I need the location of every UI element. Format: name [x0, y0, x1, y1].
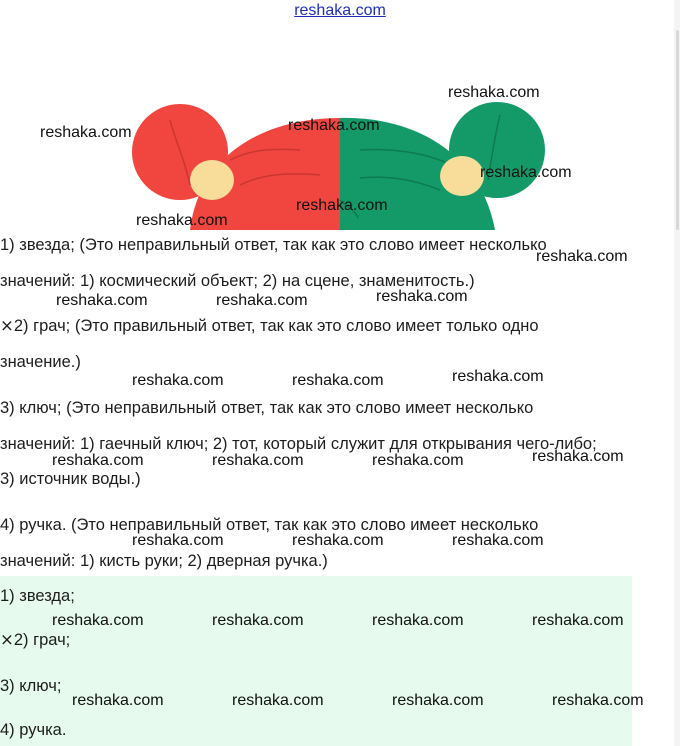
option-2: ⨯2) грач; [0, 631, 71, 649]
watermark: reshaka.com [292, 372, 384, 389]
watermark: reshaka.com [132, 532, 224, 549]
watermark: reshaka.com [212, 612, 304, 629]
watermark: reshaka.com [296, 197, 388, 214]
watermark: reshaka.com [212, 452, 304, 469]
site-title-link[interactable]: reshaka.com [294, 2, 386, 19]
answer-2-line-1: ⨯2) грач; (Это правильный ответ, так как это слово имеет только одно [0, 317, 539, 335]
watermark: reshaka.com [52, 452, 144, 469]
red-cuff [190, 160, 234, 200]
watermark: reshaka.com [448, 84, 540, 101]
watermark: reshaka.com [532, 612, 624, 629]
watermark: reshaka.com [532, 448, 624, 465]
option-3: 3) ключ; [0, 677, 62, 695]
watermark: reshaka.com [56, 292, 148, 309]
watermark: reshaka.com [536, 248, 628, 265]
answer-1-line-1: 1) звезда; (Это неправильный ответ, так как это слово имеет несколько [0, 236, 547, 254]
watermark: reshaka.com [72, 692, 164, 709]
watermark: reshaka.com [132, 372, 224, 389]
watermark: reshaka.com [292, 532, 384, 549]
watermark: reshaka.com [216, 292, 308, 309]
answer-4-line-2: значений: 1) кисть руки; 2) дверная ручка.) [0, 552, 328, 570]
watermark: reshaka.com [40, 124, 132, 141]
watermark: reshaka.com [288, 117, 380, 134]
watermark: reshaka.com [552, 692, 644, 709]
watermark: reshaka.com [480, 164, 572, 181]
watermark: reshaka.com [392, 692, 484, 709]
green-cuff [440, 156, 484, 196]
watermark: reshaka.com [372, 612, 464, 629]
watermark: reshaka.com [452, 368, 544, 385]
answer-1-line-2: значений: 1) космический объект; 2) на сцене, знаменитость.) [0, 272, 475, 290]
watermark: reshaka.com [232, 692, 324, 709]
option-4: 4) ручка. [0, 721, 67, 739]
watermark: reshaka.com [376, 288, 468, 305]
watermark: reshaka.com [452, 532, 544, 549]
answer-3-line-3: 3) источник воды.) [0, 470, 141, 488]
answer-3-line-1: 3) ключ; (Это неправильный ответ, так как это слово имеет несколько [0, 399, 534, 417]
answer-3-line-2: значений: 1) гаечный ключ; 2) тот, который служит для открывания чего-либо; [0, 435, 597, 453]
answer-4-line-1: 4) ручка. (Это неправильный ответ, так как это слово имеет несколько [0, 516, 539, 534]
option-1: 1) звезда; [0, 587, 75, 605]
watermark: reshaka.com [372, 452, 464, 469]
watermark: reshaka.com [136, 212, 228, 229]
hat-illustration [0, 0, 680, 230]
options-highlight-box [0, 576, 632, 746]
answer-2-line-2: значение.) [0, 353, 81, 371]
watermark: reshaka.com [52, 612, 144, 629]
